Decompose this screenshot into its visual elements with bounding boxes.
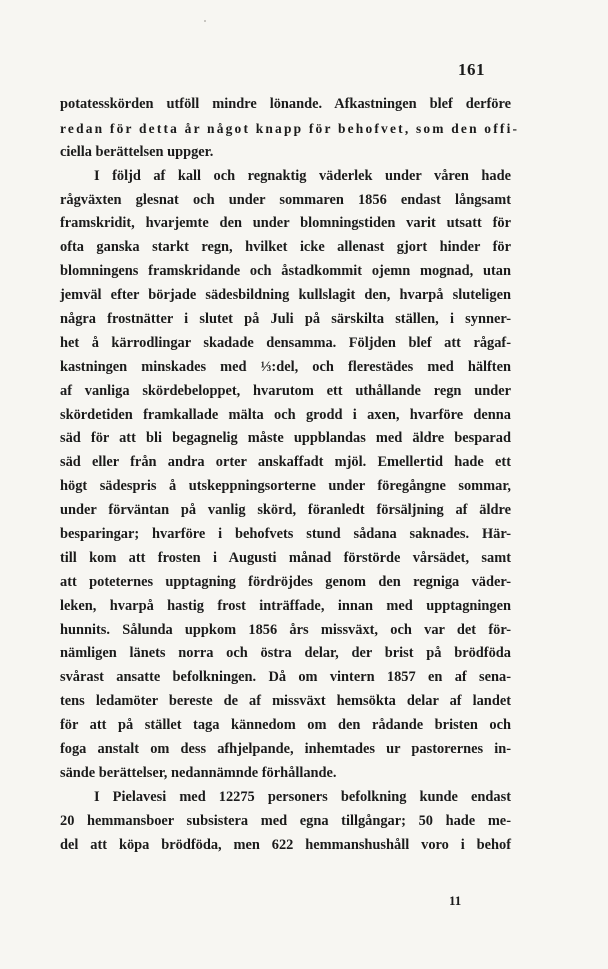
signature-mark: 11 [449,893,462,908]
paper-speck [204,20,206,22]
text-line: skördetiden framkallade mälta och grodd i axen, hvarföre denna [60,406,511,423]
text-line: het å kärrodlingar skadade densamma. Följden blef att rågaf- [60,334,511,351]
text-line: foga anstalt om dess afhjelpande, inhemtades ur pastorernes in- [60,741,511,758]
text-line: redan för detta år något knapp för behofvet, som den offi- [60,120,520,136]
text-line: besparingar; hvarföre i behofvets stund sådana saknades. Här- [60,526,511,543]
text-line: I följd af kall och regnaktig väderlek under våren hade [94,167,511,184]
text-line: hunnits. Sålunda uppkom 1856 års missväxt, och var det för- [60,621,511,638]
text-line: 20 hemmansboer subsistera med egna tillgångar; 50 hade me- [60,812,511,829]
page-number: 161 [458,60,485,79]
text-line: högt sädespris å utskeppningsorterne under föregångne sommar, [60,478,511,495]
text-line: I Pielavesi med 12275 personers befolkning kunde endast [94,788,511,805]
text-line: jemväl efter började sädesbildning kullslagit den, hvarpå sluteligen [60,287,511,304]
text-line: blomningens framskridande och åstadkommit ojemn mognad, utan [60,263,511,280]
text-line: säd för att bli begagnelig måste uppblandas med äldre besparad [60,430,511,447]
text-line: till kom att frosten i Augusti månad förstörde vårsädet, samt [60,549,511,566]
text-line: potatesskörden utföll mindre lönande. Afkastningen blef derföre [60,96,511,112]
text-line: tens ledamöter bereste de af missväxt hemsökta delar af landet [60,693,511,710]
text-line: kastningen minskades med ⅓:del, och flerestädes med hälften [60,358,511,375]
text-line: leken, hvarpå hastig frost inträffade, innan med upptagningen [60,597,511,614]
text-line: del att köpa brödföda, men 622 hemmanshushåll voro i behof [60,836,511,853]
text-line: för att på stället taga kännedom om den rådande bristen och [60,717,511,734]
body-text [60,93,520,858]
text-line: framskridit, hvarjemte den under blomningstiden varit utsatt för [60,215,511,232]
text-line: af vanliga skördebeloppet, hvarutom ett uthållande regn under [60,382,511,399]
text-line: nämligen länets norra och östra delar, der brist på brödföda [60,645,511,662]
text-line: sände berättelser, nedannämnde förhållande. [60,764,337,781]
text-line: ciella berättelsen uppger. [60,143,214,160]
text-line: säd eller från andra orter anskaffadt mjöl. Emellertid hade ett [60,454,511,471]
text-line: att poteternes upptagning fördröjdes genom den regniga väder- [60,573,511,590]
text-line: ofta ganska starkt regn, hvilket icke allenast gjort hinder för [60,239,511,256]
text-line: svårast ansatte befolkningen. Då om vintern 1857 en af sena- [60,669,511,686]
text-line: under förväntan på vanlig skörd, föranledt försäljning af äldre [60,502,511,519]
text-line: rågväxten glesnat och under sommaren 1856 endast långsamt [60,191,511,208]
text-line: några frostnätter i slutet på Juli på särskilta ställen, i synner- [60,311,511,328]
